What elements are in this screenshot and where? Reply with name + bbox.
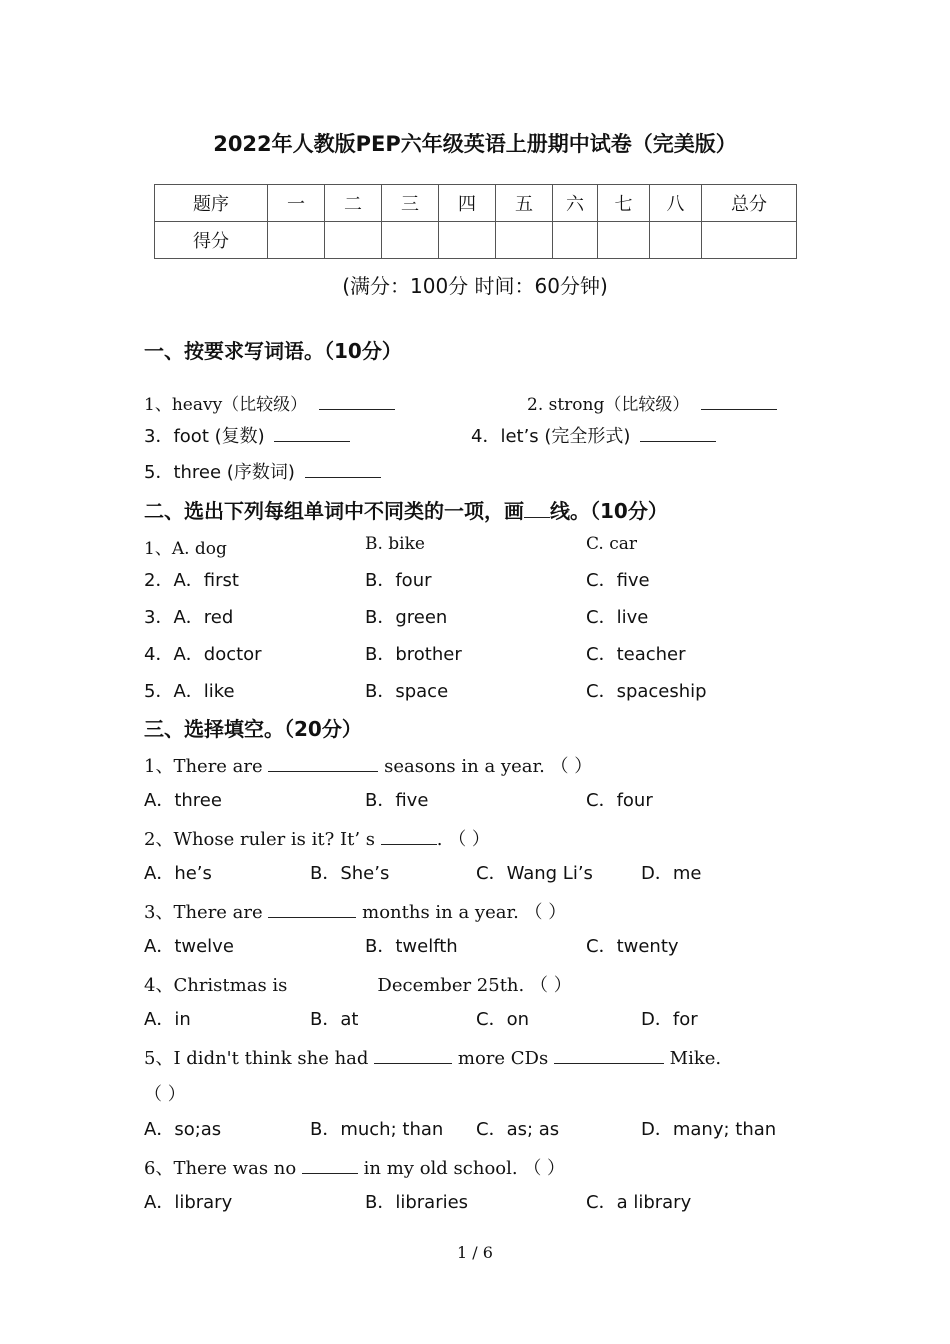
s3-q3-option-b[interactable]: B．twelfth (365, 936, 458, 957)
s3-q1-option-b[interactable]: B．five (365, 790, 429, 811)
s3-q2-post: . （ ） (436, 829, 490, 850)
table-header-cell: 题序 (155, 185, 268, 222)
s1-question-1 (144, 390, 395, 415)
s3-q3-blank[interactable] (268, 902, 356, 918)
s3-q6-blank[interactable] (302, 1158, 358, 1174)
s3-q6-post: in my old school. （ ） (357, 1158, 566, 1179)
s3-q2-option-d[interactable]: D．me (641, 863, 702, 884)
section2-heading-a: 二、选出下列每组单词中不同类的一项，画 (144, 499, 524, 523)
page-number: 1 / 6 (457, 1243, 493, 1262)
s2-row-5-option-b[interactable]: B．space (365, 681, 449, 702)
s2-row-5-option-c[interactable]: C．spaceship (586, 681, 707, 702)
s1-q3-blank[interactable] (274, 426, 350, 442)
s3-q2-blank[interactable] (381, 829, 437, 845)
s2-row-1-option-b[interactable]: B. bike (365, 534, 425, 554)
s3-q2-option-c[interactable]: C．Wang Li’s (476, 863, 593, 884)
section2-heading (144, 495, 668, 524)
s2-row-2-option-b[interactable]: B．four (365, 570, 432, 591)
table-header-cell: 二 (325, 185, 382, 222)
s3-q1-pre: 1、There are (144, 756, 269, 777)
s3-q3-pre: 3、There are (144, 902, 269, 923)
s3-q5-blank-2[interactable] (554, 1048, 664, 1064)
s3-q4-option-b[interactable]: B．at (310, 1009, 359, 1030)
s3-q4-option-d[interactable]: D．for (641, 1009, 698, 1030)
s3-q1-blank[interactable] (268, 756, 378, 772)
s3-q5-option-c[interactable]: C．as; as (476, 1119, 560, 1140)
s3-q2-option-b[interactable]: B．She’s (310, 863, 390, 884)
s2-row-4-option-b[interactable]: B．brother (365, 644, 462, 665)
s3-q5-pre: 5、I didn't think she had (144, 1048, 375, 1069)
section3-heading: 三、选择填空。（20分） (144, 717, 362, 741)
score-cell[interactable] (496, 222, 553, 259)
table-header-cell: 五 (496, 185, 553, 222)
s3-q6-option-b[interactable]: B．libraries (365, 1192, 469, 1213)
s3-q4-post: December 25th. （ ） (377, 975, 572, 996)
section2-heading-b: 线。（10分） (550, 499, 668, 523)
s1-q1-text: 1、heavy（比较级） (144, 395, 308, 415)
s3-q1-post: seasons in a year. （ ） (378, 756, 593, 777)
s3-q2-pre: 2、Whose ruler is it? It’ s (144, 829, 381, 850)
s2-row-2-option-c[interactable]: C．five (586, 570, 650, 591)
s3-question-4 (144, 971, 572, 997)
s3-q3-post: months in a year. （ ） (356, 902, 567, 923)
s3-question-3 (144, 898, 566, 924)
s3-q6-option-a[interactable]: A．library (144, 1192, 233, 1213)
s3-q5-mid: more CDs (452, 1048, 554, 1069)
s3-q4-option-c[interactable]: C．on (476, 1009, 529, 1030)
s3-q1-option-c[interactable]: C．four (586, 790, 653, 811)
table-header-cell: 四 (439, 185, 496, 222)
score-cell[interactable] (553, 222, 598, 259)
table-header-cell: 六 (553, 185, 598, 222)
table-header-cell: 三 (382, 185, 439, 222)
score-cell[interactable] (439, 222, 496, 259)
s3-question-6 (144, 1154, 565, 1180)
s2-row-4-option-a[interactable]: 4．A．doctor (144, 644, 262, 665)
table-row (155, 222, 797, 259)
score-cell[interactable] (325, 222, 382, 259)
s1-question-2 (527, 390, 777, 415)
table-header-cell: 一 (268, 185, 325, 222)
s3-q5-answer-paren[interactable]: （ ） (144, 1084, 186, 1105)
s2-row-3-option-a[interactable]: 3．A．red (144, 607, 234, 628)
s2-row-3-option-c[interactable]: C．live (586, 607, 649, 628)
score-cell[interactable] (702, 222, 797, 259)
s1-q2-text: 2. strong（比较级） (527, 395, 690, 415)
s2-row-3-option-b[interactable]: B．green (365, 607, 448, 628)
s2-row-1-option-a[interactable]: 1、A. dog (144, 539, 227, 559)
table-header-cell: 总分 (702, 185, 797, 222)
score-cell[interactable] (382, 222, 439, 259)
score-cell[interactable] (598, 222, 650, 259)
s3-q4-option-a[interactable]: A．in (144, 1009, 191, 1030)
s3-question-2 (144, 825, 490, 851)
s1-q5-text: 5．three (序数词) (144, 462, 295, 483)
s3-q3-option-a[interactable]: A．twelve (144, 936, 234, 957)
s2-row-2-option-a[interactable]: 2．A．first (144, 570, 239, 591)
s3-q5-option-b[interactable]: B．much; than (310, 1119, 444, 1140)
s1-q2-blank[interactable] (701, 394, 777, 410)
full-mark-time: (满分：100分 时间：60分钟) (342, 274, 608, 298)
s3-q1-option-a[interactable]: A．three (144, 790, 222, 811)
s1-question-4 (471, 422, 716, 448)
s3-q6-option-c[interactable]: C．a library (586, 1192, 692, 1213)
s2-row-5-option-a[interactable]: 5．A．like (144, 681, 235, 702)
score-cell[interactable] (650, 222, 702, 259)
s3-question-1 (144, 752, 592, 778)
score-table (154, 184, 797, 259)
score-label-cell: 得分 (155, 222, 268, 259)
score-cell[interactable] (268, 222, 325, 259)
s3-q3-option-c[interactable]: C．twenty (586, 936, 679, 957)
s3-q5-blank-1[interactable] (374, 1048, 452, 1064)
table-row (155, 185, 797, 222)
section2-heading-underline (524, 501, 550, 518)
table-header-cell: 七 (598, 185, 650, 222)
s3-q2-option-a[interactable]: A．he’s (144, 863, 212, 884)
s3-q5-option-a[interactable]: A．so;as (144, 1119, 222, 1140)
s1-question-3 (144, 422, 350, 448)
s3-q4-pre: 4、Christmas is (144, 975, 288, 996)
s2-row-4-option-c[interactable]: C．teacher (586, 644, 686, 665)
section1-heading: 一、按要求写词语。（10分） (144, 339, 402, 363)
s3-q6-pre: 6、There was no (144, 1158, 302, 1179)
s3-question-5 (144, 1044, 721, 1070)
s1-q5-blank[interactable] (305, 462, 381, 478)
s2-row-1-option-c[interactable]: C. car (586, 534, 637, 554)
s1-q3-text: 3．foot (复数) (144, 426, 265, 447)
s3-q5-post: Mike. (663, 1048, 722, 1069)
s3-q5-option-d[interactable]: D．many; than (641, 1119, 777, 1140)
s1-q1-blank[interactable] (319, 394, 395, 410)
table-header-cell: 八 (650, 185, 702, 222)
page-title: 2022年人教版PEP六年级英语上册期中试卷（完美版） (213, 132, 737, 156)
s1-question-5 (144, 458, 381, 484)
s1-q4-text: 4．let’s (完全形式) (471, 426, 631, 447)
s1-q4-blank[interactable] (640, 426, 716, 442)
